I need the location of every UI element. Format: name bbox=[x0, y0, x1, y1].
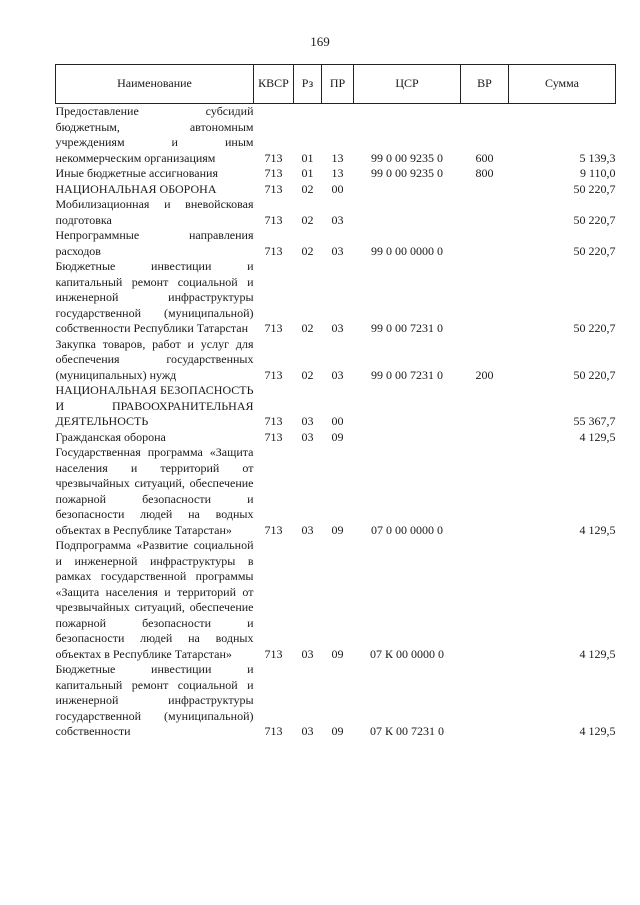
row-name: Непрограммные направления расходов bbox=[55, 228, 254, 258]
table-row bbox=[56, 104, 616, 167]
row-pr: 00 bbox=[331, 181, 344, 196]
row-pr: 09 bbox=[331, 646, 344, 661]
row-sum: 4 129,5 bbox=[579, 522, 616, 537]
row-rz: 01 bbox=[301, 166, 314, 180]
row-vr: 200 bbox=[475, 367, 494, 382]
header-pr: ПР bbox=[322, 65, 354, 104]
row-name: НАЦИОНАЛЬНАЯ ОБОРОНА bbox=[55, 181, 217, 196]
row-sum: 50 220,7 bbox=[573, 321, 616, 335]
row-name: Предоставление субсидий бюджетным, автономным учреждениям и иным некоммерческим организациям bbox=[55, 104, 254, 165]
row-csr bbox=[354, 197, 461, 228]
row-rz: 03 bbox=[301, 522, 314, 537]
row-sum: 55 367,7 bbox=[573, 414, 616, 428]
row-csr bbox=[354, 383, 461, 430]
row-csr: 99 0 00 7231 0 bbox=[371, 367, 443, 382]
row-pr: 03 bbox=[331, 367, 344, 382]
row-kvsr: 713 bbox=[264, 646, 283, 661]
row-name: Государственная программа «Защита населения и территорий от чрезвычайных ситуаций, обеспечение пожарной безопасности и безопасности людей на водных объектах в Республике Татарстан» bbox=[55, 445, 254, 537]
row-rz: 01 bbox=[301, 150, 314, 165]
row-vr bbox=[461, 430, 509, 446]
table-row bbox=[56, 337, 616, 384]
row-csr: 07 К 00 7231 0 bbox=[369, 724, 444, 738]
row-kvsr: 713 bbox=[264, 150, 283, 165]
header-name: Наименование bbox=[56, 65, 254, 104]
row-name: Бюджетные инвестиции и капитальный ремонт социальной и инженерной инфраструктуры государственной (муниципальной) собственности bbox=[55, 662, 254, 738]
row-vr: 800 bbox=[475, 166, 494, 180]
row-pr: 09 bbox=[331, 724, 344, 738]
row-pr: 00 bbox=[331, 414, 344, 428]
table-row bbox=[56, 383, 616, 430]
row-rz: 02 bbox=[301, 321, 314, 335]
row-csr: 99 0 00 9235 0 bbox=[371, 150, 443, 165]
page-number: 169 bbox=[310, 34, 330, 49]
row-pr: 03 bbox=[331, 243, 344, 258]
row-sum: 50 220,7 bbox=[573, 243, 616, 258]
row-rz: 02 bbox=[301, 243, 314, 258]
row-sum: 9 110,0 bbox=[579, 166, 616, 180]
row-csr: 99 0 00 7231 0 bbox=[371, 321, 443, 335]
row-kvsr: 713 bbox=[264, 321, 283, 335]
row-csr bbox=[354, 430, 461, 446]
row-vr bbox=[461, 228, 509, 259]
row-kvsr: 713 bbox=[264, 181, 283, 196]
row-csr bbox=[354, 182, 461, 198]
table-row bbox=[56, 538, 616, 662]
header-sum: Сумма bbox=[509, 65, 616, 104]
table-row bbox=[56, 430, 616, 446]
header-csr: ЦСР bbox=[354, 65, 461, 104]
table-row bbox=[56, 182, 616, 198]
table-row bbox=[56, 197, 616, 228]
row-name: Бюджетные инвестиции и капитальный ремонт социальной и инженерной инфраструктуры государственной (муниципальной) собственности Республики Татарстан bbox=[55, 259, 254, 335]
table-row bbox=[56, 662, 616, 740]
row-pr: 03 bbox=[331, 212, 344, 227]
row-sum: 50 220,7 bbox=[573, 212, 616, 227]
header-rz: Рз bbox=[294, 65, 322, 104]
row-rz: 03 bbox=[301, 414, 314, 428]
row-name: Мобилизационная и вневойсковая подготовка bbox=[55, 197, 254, 227]
row-vr bbox=[461, 538, 509, 662]
row-vr bbox=[461, 383, 509, 430]
row-csr: 99 0 00 9235 0 bbox=[371, 166, 443, 180]
row-csr: 99 0 00 0000 0 bbox=[371, 243, 443, 258]
row-sum: 5 139,3 bbox=[579, 150, 616, 165]
row-rz: 03 bbox=[301, 724, 314, 738]
row-sum: 50 220,7 bbox=[573, 181, 616, 196]
row-kvsr: 713 bbox=[264, 429, 283, 444]
row-rz: 02 bbox=[301, 212, 314, 227]
row-name: Подпрограмма «Развитие социальной и инженерной инфраструктуры в рамках государственной программы «Защита населения и территорий от чрезвычайных ситуаций, обеспечение пожарной безопасности и безопасности людей на водных объектах в Республике Татарстан» bbox=[55, 538, 254, 661]
row-name: Гражданская оборона bbox=[55, 429, 166, 444]
row-vr bbox=[461, 259, 509, 337]
row-sum: 50 220,7 bbox=[573, 367, 616, 382]
row-sum: 4 129,5 bbox=[579, 724, 616, 738]
table-row bbox=[56, 166, 616, 182]
row-vr bbox=[461, 445, 509, 538]
row-kvsr: 713 bbox=[264, 243, 283, 258]
row-kvsr: 713 bbox=[264, 414, 283, 428]
row-rz: 02 bbox=[301, 181, 314, 196]
row-csr: 07 0 00 0000 0 bbox=[371, 522, 443, 537]
table-row bbox=[56, 259, 616, 337]
row-vr bbox=[461, 662, 509, 740]
row-pr: 09 bbox=[331, 522, 344, 537]
row-rz: 03 bbox=[301, 429, 314, 444]
row-kvsr: 713 bbox=[264, 367, 283, 382]
row-name: Закупка товаров, работ и услуг для обеспечения государственных (муниципальных) нужд bbox=[55, 336, 254, 382]
header-vr: ВР bbox=[461, 65, 509, 104]
header-kvsr: КВСР bbox=[254, 65, 294, 104]
row-name: НАЦИОНАЛЬНАЯ БЕЗОПАСНОСТЬ И ПРАВООХРАНИТЕЛЬНАЯ ДЕЯТЕЛЬНОСТЬ bbox=[55, 383, 254, 428]
budget-table bbox=[55, 64, 616, 740]
row-pr: 13 bbox=[331, 150, 344, 165]
row-pr: 03 bbox=[331, 321, 344, 335]
row-pr: 09 bbox=[331, 429, 344, 444]
row-rz: 03 bbox=[301, 646, 314, 661]
row-kvsr: 713 bbox=[264, 166, 283, 180]
row-sum: 4 129,5 bbox=[579, 646, 616, 661]
table-row bbox=[56, 228, 616, 259]
row-sum: 4 129,5 bbox=[579, 429, 616, 444]
row-rz: 02 bbox=[301, 367, 314, 382]
row-kvsr: 713 bbox=[264, 212, 283, 227]
row-name: Иные бюджетные ассигнования bbox=[55, 166, 218, 180]
table-row bbox=[56, 445, 616, 538]
row-kvsr: 713 bbox=[264, 522, 283, 537]
table-header-row bbox=[56, 65, 616, 104]
row-vr: 600 bbox=[475, 150, 494, 165]
row-vr bbox=[461, 197, 509, 228]
row-kvsr: 713 bbox=[264, 724, 283, 738]
row-pr: 13 bbox=[331, 166, 344, 180]
row-csr: 07 К 00 0000 0 bbox=[369, 646, 444, 661]
row-vr bbox=[461, 182, 509, 198]
